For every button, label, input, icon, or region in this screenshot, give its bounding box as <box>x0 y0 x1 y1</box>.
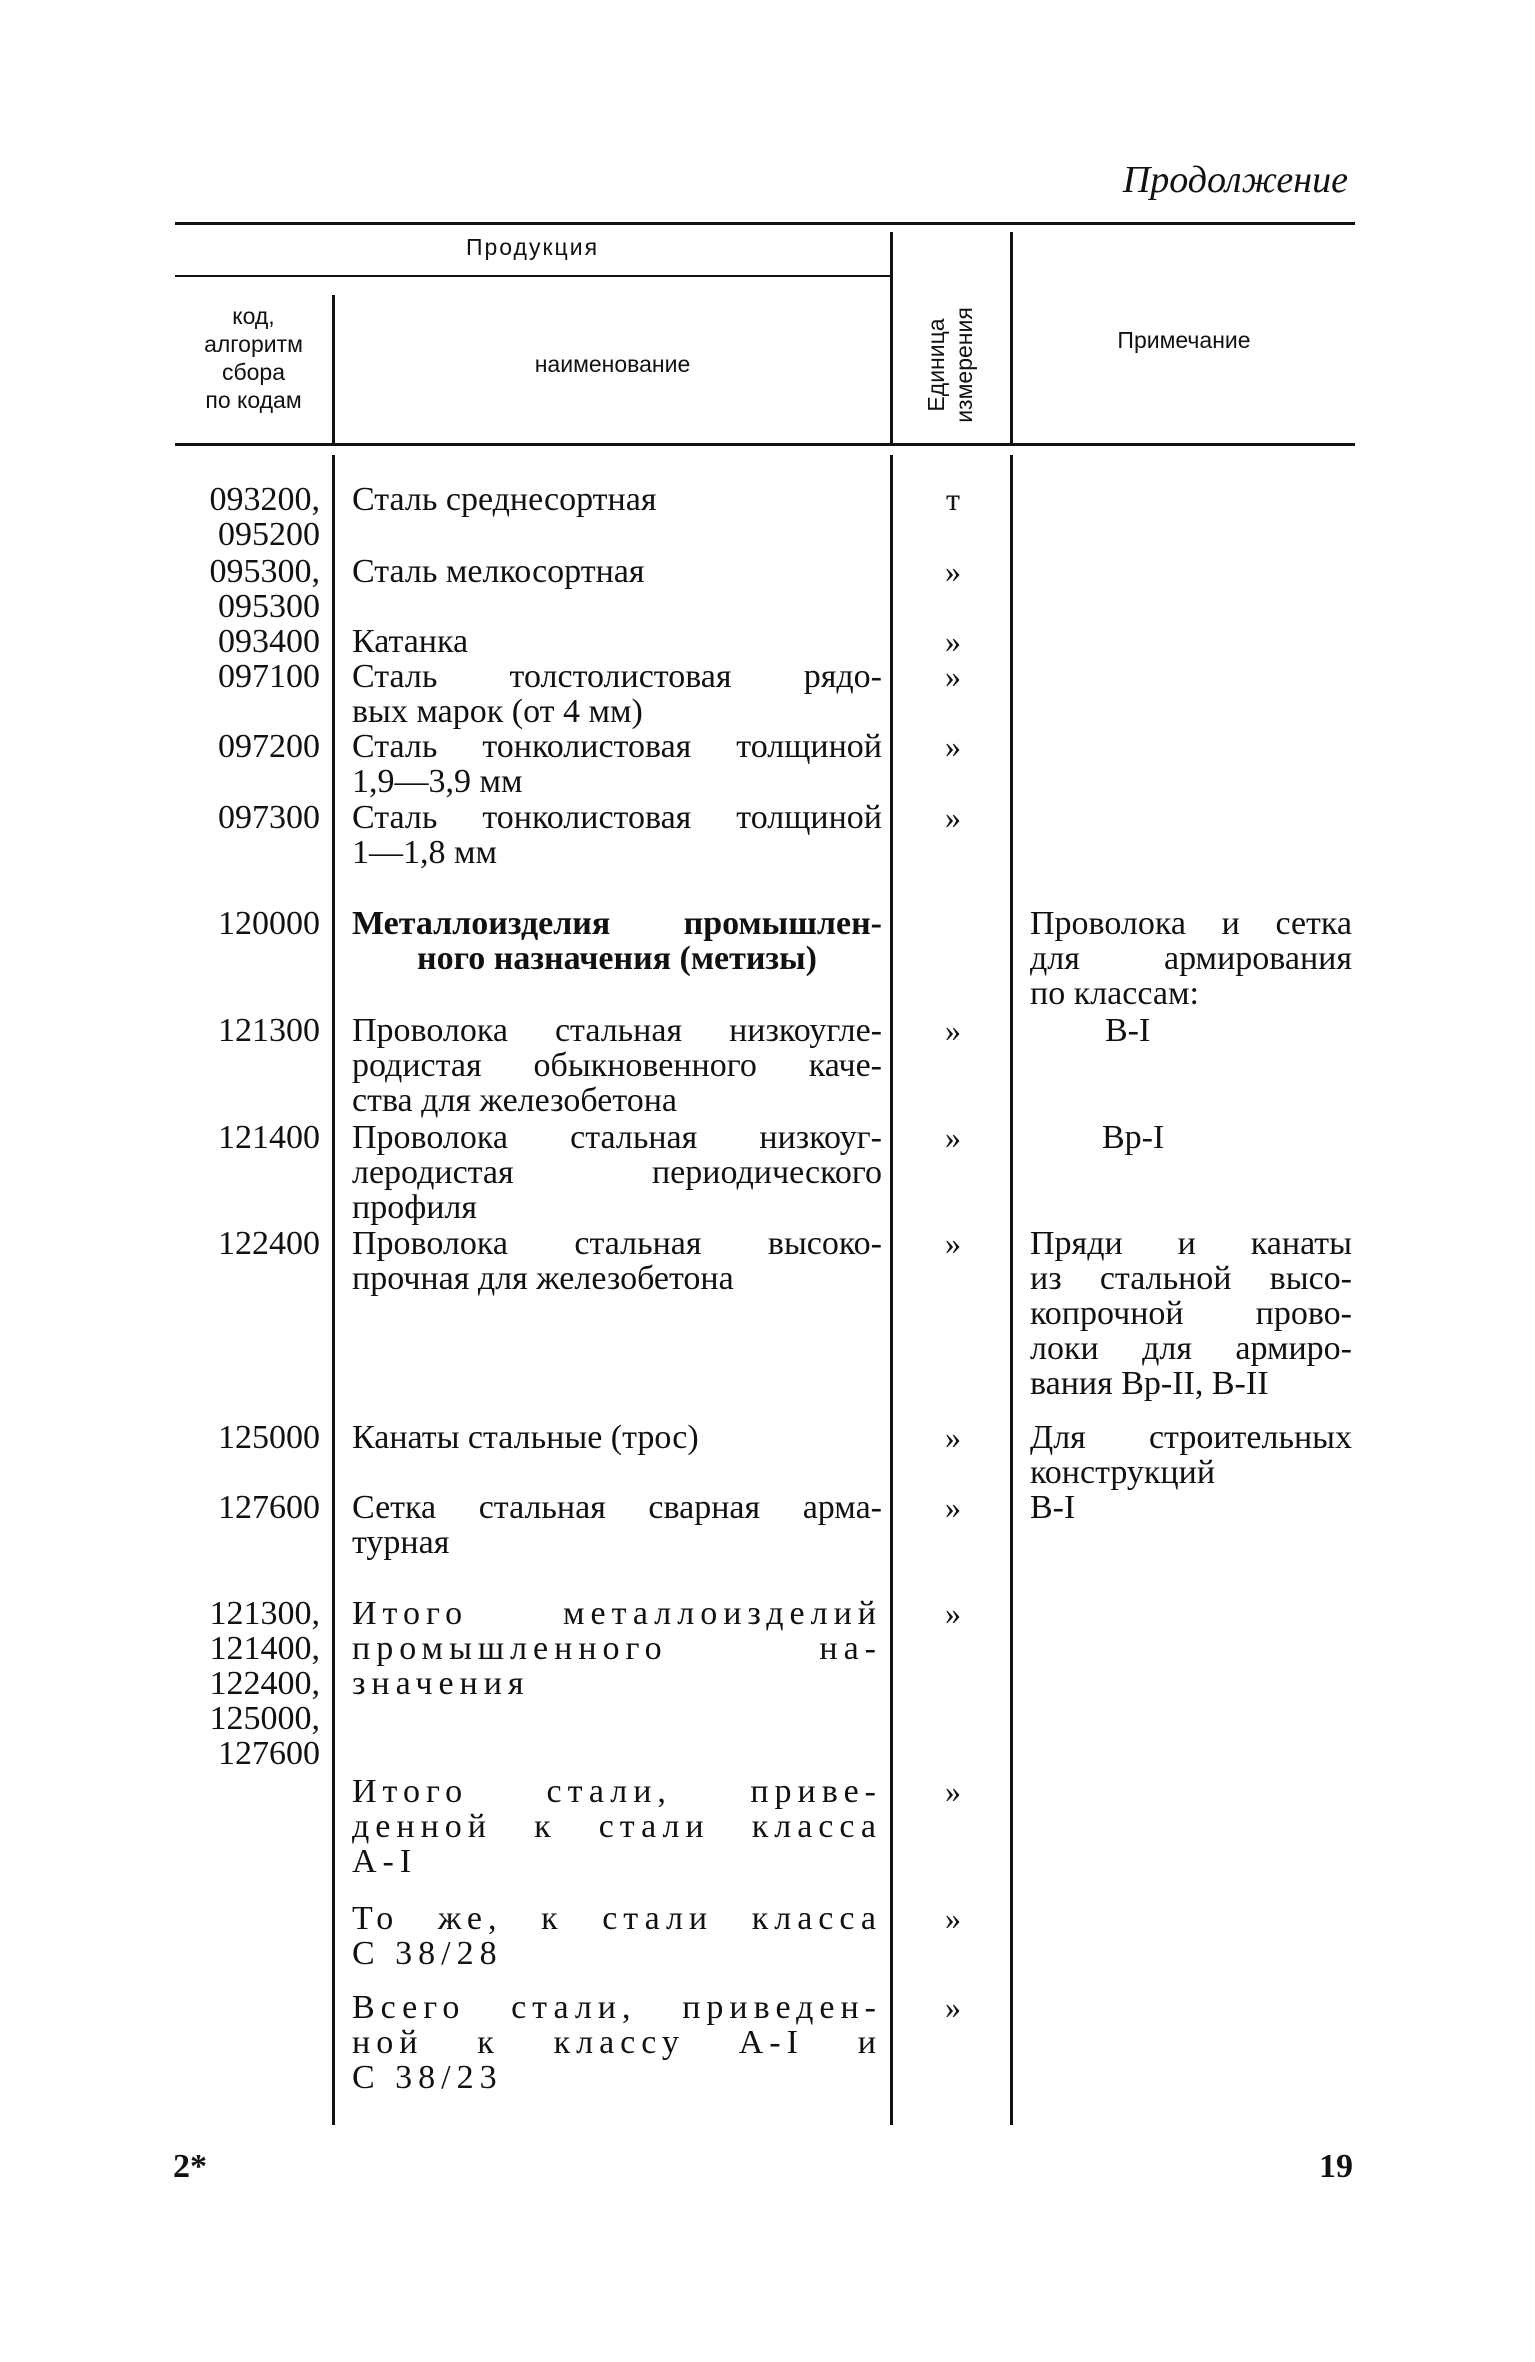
row-code: 120000 <box>218 905 320 942</box>
row-unit: » <box>945 658 961 694</box>
row-name: Сталь толстолистовая рядо- вых марок (от 4 мм) <box>352 658 882 730</box>
signature-mark: 2* <box>173 2148 207 2185</box>
header-code <box>175 302 332 414</box>
row-name: Канаты стальные (трос) <box>352 1419 699 1456</box>
header-code-line: алгоритм <box>204 331 303 357</box>
row-unit: » <box>945 1595 961 1631</box>
row-unit: » <box>945 1489 961 1525</box>
row-code: 121400 <box>218 1119 320 1156</box>
row-code: 127600 <box>218 1489 320 1526</box>
row-unit: » <box>945 1773 961 1809</box>
row-name: Итого металлоизделий промышленного на- значения <box>352 1595 882 1702</box>
row-note: В-I <box>1030 1489 1076 1526</box>
row-name: Проволока стальная низкоугле- родистая обыкновенного каче- ства для железобетона <box>352 1012 882 1119</box>
header-products: Продукция <box>465 234 600 260</box>
header-bottom-rule <box>175 443 1355 446</box>
row-unit: » <box>945 553 961 589</box>
row-code: 097100 <box>218 658 320 695</box>
header-name: наименование <box>534 351 691 377</box>
row-code: 125000 <box>218 1419 320 1456</box>
header-unit <box>900 290 1000 440</box>
header-code-line: код, <box>232 303 275 329</box>
row-name: Сталь мелкосортная <box>352 553 645 590</box>
row-note: В-I <box>1105 1012 1151 1049</box>
row-name: Проволока стальная высоко- прочная для железобетона <box>352 1225 882 1297</box>
row-note: Проволока и сетка для армирования по классам: <box>1030 905 1352 1012</box>
row-unit: » <box>945 1989 961 2025</box>
row-note: Вр-I <box>1102 1119 1165 1156</box>
row-code: 097200 <box>218 728 320 765</box>
body-divider-unit-left <box>890 455 893 2125</box>
row-unit: » <box>945 1900 961 1936</box>
table-top-rule <box>175 222 1355 225</box>
products-rule <box>175 275 893 277</box>
page-number: 19 <box>1319 2148 1353 2185</box>
row-unit: » <box>945 1225 961 1261</box>
header-code-line: сбора <box>221 359 286 385</box>
row-note: Пряди и канаты из стальной высо- копрочной прово- локи для армиро- вания Вр-II, В-II <box>1030 1225 1352 1402</box>
header-code-line: по кодам <box>205 387 302 413</box>
row-code: 095300, 095300 <box>209 553 320 625</box>
body-divider-code <box>332 455 335 2125</box>
row-code: 097300 <box>218 799 320 836</box>
row-unit: » <box>945 1012 961 1048</box>
row-name: Катанка <box>352 623 469 660</box>
continuation-label: Продолжение <box>1122 159 1348 201</box>
header-unit-line: измерения <box>951 307 977 423</box>
row-unit: т <box>946 481 960 517</box>
row-code: 093400 <box>218 623 320 660</box>
row-code: 121300 <box>218 1012 320 1049</box>
row-code: 121300, 121400, 122400, 125000, 127600 <box>209 1595 320 1772</box>
row-unit: » <box>945 1119 961 1155</box>
row-unit: » <box>945 799 961 835</box>
row-code: 093200, 095200 <box>209 481 320 553</box>
row-name: Металлоизделия промышлен- ного назначения (метизы) <box>352 905 882 977</box>
row-unit: » <box>945 623 961 659</box>
row-name: Всего стали, приведен- ной к классу А-I и С 38/23 <box>352 1989 882 2096</box>
row-name: Итого стали, приве- денной к стали класса А-I <box>352 1773 882 1880</box>
body-divider-unit-right <box>1010 455 1013 2125</box>
row-unit: » <box>945 1419 961 1455</box>
row-name: Проволока стальная низкоуг- леродистая периодического профиля <box>352 1119 882 1226</box>
row-note: Для строительных конструкций <box>1030 1419 1352 1491</box>
header-note: Примечание <box>1117 327 1251 353</box>
row-name: Сталь тонколистовая толщиной 1,9—3,9 мм <box>352 728 882 800</box>
row-name: Сталь тонколистовая толщиной 1—1,8 мм <box>352 799 882 871</box>
row-name: Сталь среднесортная <box>352 481 657 518</box>
row-name: Сетка стальная сварная арма- турная <box>352 1489 882 1561</box>
header-unit-line: Единица <box>923 318 949 412</box>
row-unit: » <box>945 728 961 764</box>
row-code: 122400 <box>218 1225 320 1262</box>
row-name: То же, к стали класса С 38/28 <box>352 1900 882 1972</box>
header-divider-unit-left <box>890 232 893 443</box>
